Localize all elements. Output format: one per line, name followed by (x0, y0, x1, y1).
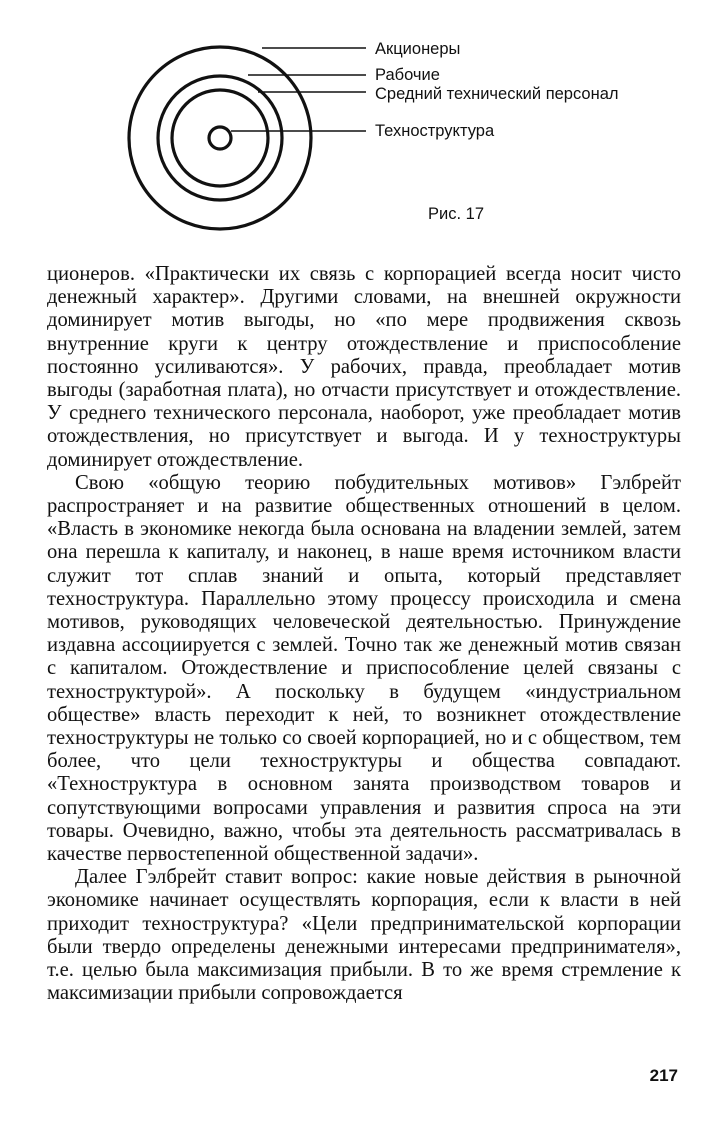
label-technical-staff: Средний технический персонал (375, 85, 619, 103)
circle-technical-staff (172, 90, 268, 186)
label-workers: Рабочие (375, 66, 440, 84)
paragraph-2: Свою «общую теорию побудительных мотивов» Гэлбрейт распространяет и на развитие общественных отношений в целом. «Власть в экономике некогда была основана на владении землей, затем она перешла к капиталу, и наконец, в наше время источником власти служит тот сплав знаний и опыта, который представляет техноструктура. Параллельно этому процессу происходила и смена мотивов, руководящих человеческой деятельностью. Принуждение издавна ассоциируется с землей. Точно так же денежный мотив связан с капиталом. Отождествление и приспособление целей связаны с техноструктурой». А поскольку в будущем «индустриальном обществе» власть переходит к ней, то возникнет отождествление техноструктуры не только со своей корпорацией, но и с обществом, тем более, что цели техноструктуры и общества совпадают. «Техноструктура в основном занята производством товаров и сопутствующими вопросами управления и развития спроса на эти товары. Очевидно, важно, чтобы эта деятельность рассматривалась в качестве первостепенной общественной задачи». (47, 471, 681, 866)
paragraph-1: ционеров. «Практически их связь с корпорацией всегда носит чисто денежный характер». Другими словами, на внешней окружности доминирует мотив выгоды, но «по мере продвижения сквозь внутренние круги к центру отождествление и приспособление постоянно усиливаются». У рабочих, правда, преобладает мотив выгоды (заработная плата), но отчасти присутствует и отождествление. У среднего технического персонала, наоборот, уже преобладает мотив отождествления, но присутствует и выгода. И у техноструктуры доминирует отождествление. (47, 263, 681, 471)
concentric-circles-figure (0, 0, 724, 250)
figure-caption: Рис. 17 (428, 205, 484, 223)
label-technostructure: Техноструктура (375, 122, 495, 140)
circle-workers (158, 76, 282, 200)
page-number: 217 (649, 1066, 678, 1085)
center-circle-technostructure (209, 127, 231, 149)
main-text (47, 263, 681, 1006)
paragraph-3: Далее Гэлбрейт ставит вопрос: какие новые действия в рыночной экономике начинает осуществлять корпорация, если к власти в ней приходит техноструктура? «Цели предпринимательской корпорации были твердо определены денежными интересами предпринимателя», т.е. целью была максимизация прибыли. В то же время стремление к максимизации прибыли сопровождается (47, 866, 681, 1005)
label-shareholders: Акционеры (375, 40, 461, 58)
concentric-circles-diagram (0, 0, 724, 250)
